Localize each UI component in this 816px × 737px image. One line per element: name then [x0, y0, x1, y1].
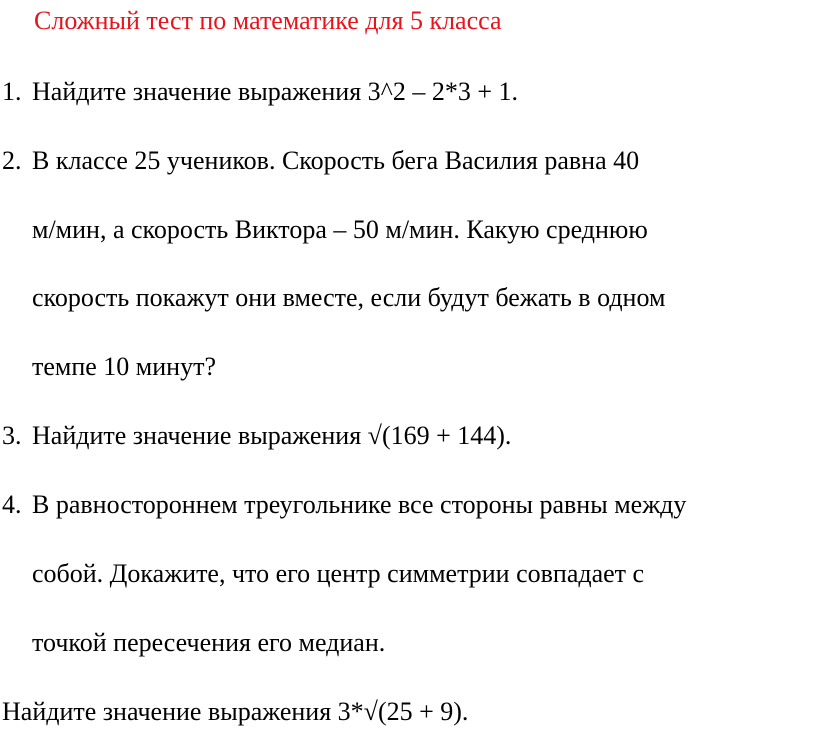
question-4-text-line-1: В равностороннем треугольнике все стороны равны между [32, 490, 687, 519]
question-2-number: 2. [2, 146, 22, 175]
document-title: Сложный тест по математике для 5 класса [34, 6, 502, 35]
final-question-text: Найдите значение выражения 3*√(25 + 9). [2, 697, 469, 726]
question-1-number: 1. [2, 77, 22, 106]
question-2-text-line-4: темпе 10 минут? [32, 352, 216, 381]
question-2-text-line-1: В классе 25 учеников. Скорость бега Василия равна 40 [32, 146, 640, 175]
question-1-text: Найдите значение выражения 3^2 – 2*3 + 1. [32, 77, 519, 106]
question-2-text-line-2: м/мин, а скорость Виктора – 50 м/мин. Какую среднюю [32, 215, 648, 244]
question-4-number: 4. [2, 490, 22, 519]
question-2-text-line-3: скорость покажут они вместе, если будут бежать в одном [32, 283, 666, 312]
question-3-text: Найдите значение выражения √(169 + 144). [32, 421, 512, 450]
question-3-number: 3. [2, 421, 22, 450]
question-4-text-line-3: точкой пересечения его медиан. [32, 628, 386, 657]
question-4-text-line-2: собой. Докажите, что его центр симметрии совпадает с [32, 559, 645, 588]
